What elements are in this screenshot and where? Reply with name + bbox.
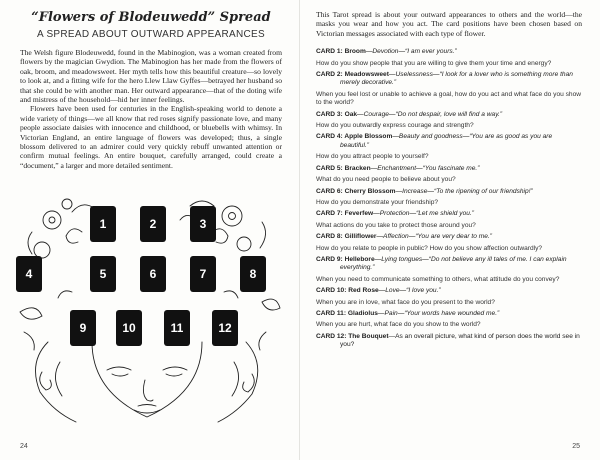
card-question: How do you demonstrate your friendship? <box>316 198 439 206</box>
spread-card-4: 4 <box>16 256 42 292</box>
card-definition <box>316 256 582 273</box>
card-definition <box>316 111 582 119</box>
page-number-right: 25 <box>572 443 580 450</box>
card-question: How do you show people that you are willing to give them your time and energy? <box>316 59 552 67</box>
card-quote: “You fascinate me.” <box>422 164 480 172</box>
card-quote: “I look for a lover who is something more than merely decorative.” <box>340 71 573 87</box>
spread-card-10: 10 <box>116 310 142 346</box>
card-entry <box>316 133 582 161</box>
card-quote: “You are as good as you are beautiful.” <box>340 133 553 149</box>
page-gutter <box>299 0 300 460</box>
card-meaning: —Beauty and goodness— <box>392 133 470 141</box>
card-meaning: —Enchantment— <box>370 164 423 172</box>
card-definition <box>316 165 582 173</box>
card-quote: “I love you.” <box>406 287 441 295</box>
spread-card-12: 12 <box>212 310 238 346</box>
spread-card-7: 7 <box>190 256 216 292</box>
card-quote: “Do not despair, love will find a way.” <box>395 110 503 118</box>
card-meaning: —Lying tongues— <box>374 255 429 263</box>
intro-paragraph-2: Flowers have been used for centuries in the English-speaking world to denote a wide variety of things—we all know that red roses signify passionate love, and many people associate daisies with innocence and childhood, or bluebells with whimsy. In Victorian England, an entire language of flowers was developed; thus, a single blossom delivered to an admirer could very quickly rebuff unwanted attention or confirm mutual feelings. An entire bouquet, carefully arranged, could create a “document,” a larger and more detailed sentiment. <box>20 104 282 170</box>
card-definition <box>316 210 582 218</box>
spread-card-3: 3 <box>190 206 216 242</box>
card-meaning: —Uselessness— <box>388 71 440 79</box>
card-question: How do you attract people to yourself? <box>316 153 429 161</box>
card-quote: “You are very dear to me.” <box>415 233 492 241</box>
card-definition <box>316 188 582 196</box>
card-label: CARD 4: Apple Blossom <box>316 133 393 141</box>
card-question: What do you need people to believe about you? <box>316 176 456 184</box>
card-meaning: —Courage— <box>357 110 396 118</box>
card-entry <box>316 233 582 253</box>
card-label: CARD 10: Red Rose <box>316 287 379 295</box>
card-label: CARD 6: Cherry Blossom <box>316 187 396 195</box>
card-quote: “To the ripening of our friendship!” <box>434 187 533 195</box>
card-question: How do you relate to people in public? How do you show affection outwardly? <box>316 244 543 252</box>
card-entry <box>316 71 582 108</box>
spread-card-9: 9 <box>70 310 96 346</box>
spread-title: “Flowers of Blodeuwedd” Spread <box>31 10 271 25</box>
card-definition <box>316 48 582 56</box>
spread-card-11: 11 <box>164 310 190 346</box>
card-definition <box>316 133 582 150</box>
card-entry <box>316 165 582 185</box>
card-definition <box>316 71 582 88</box>
card-quote: “Do not believe any ill tales of me. I can explain everything.” <box>340 255 567 272</box>
card-definition <box>316 287 582 295</box>
card-meaning: —Pain— <box>377 309 405 317</box>
card-question: When you are hurt, what face do you show to the world? <box>316 321 481 329</box>
spread-card-8: 8 <box>240 256 266 292</box>
intro-paragraph-1: The Welsh figure Blodeuwedd, found in the Mabinogion, was a woman created from flowers by the magician Gwydion. The Mabinogion has her made from the flowers of oak, broom, and meadowsweet. Her myth tells how this beautiful creature—so lovely to look at, and a fitting wife for the hero Llew Llaw Gyffes—betrayed her husband so that she could be with another man. Her outward appearance—that of the doting wife and mistress of the household—hid her inner feelings. <box>20 48 282 105</box>
card-quote: “Let me shield you.” <box>416 210 474 218</box>
left-page <box>20 10 282 170</box>
card-meaning: —Affection— <box>376 233 416 241</box>
card-meaning: —Devotion— <box>365 48 406 56</box>
card-definition: CARD 12: The Bouquet—As an overall picture, what kind of person does the world see in you? <box>316 332 580 349</box>
card-label: CARD 5: Bracken <box>316 164 371 172</box>
card-quote: As an overall picture, what kind of person does the world see in you? <box>340 332 580 349</box>
card-entry <box>316 287 582 307</box>
spread-card-6: 6 <box>140 256 166 292</box>
card-meaning: —Love— <box>378 287 407 295</box>
card-entry <box>316 48 582 68</box>
spread-card-1: 1 <box>90 206 116 242</box>
blodeuwedd-illustration <box>12 192 282 432</box>
card-entry <box>316 310 582 330</box>
card-question: What actions do you take to protect those around you? <box>316 221 476 229</box>
card-entry <box>316 333 582 350</box>
card-entry <box>316 210 582 230</box>
card-meaning: —Increase— <box>395 187 434 195</box>
card-label: CARD 8: Gilliflower <box>316 233 377 241</box>
right-page <box>316 10 582 352</box>
card-label: CARD 7: Feverfew <box>316 210 374 218</box>
card-label: CARD 11: Gladiolus <box>316 309 378 317</box>
card-label: CARD 3: Oak <box>316 110 358 118</box>
card-label: CARD 1: Broom <box>316 48 366 56</box>
right-intro: This Tarot spread is about your outward appearances to others and the world—the masks you wear and how you act. The card positions have been chosen based on Victorian messages associated with each type of flower. <box>316 10 582 38</box>
spread-subtitle: A SPREAD ABOUT OUTWARD APPEARANCES <box>36 29 266 40</box>
card-label: CARD 9: Hellebore <box>316 255 375 263</box>
card-label: CARD 12: The Bouquet <box>316 332 389 340</box>
page-number-left: 24 <box>20 443 28 450</box>
card-entry <box>316 188 582 208</box>
card-quote: “Your words have wounded me.” <box>404 309 500 317</box>
card-entry <box>316 111 582 131</box>
spread-card-2: 2 <box>140 206 166 242</box>
card-definition <box>316 310 582 318</box>
card-definition <box>316 233 582 241</box>
spread-card-5: 5 <box>90 256 116 292</box>
card-quote: “I am ever yours.” <box>405 48 457 56</box>
card-question: When you are in love, what face do you present to the world? <box>316 298 495 306</box>
card-entries-list <box>316 48 582 349</box>
card-label: CARD 2: Meadowsweet <box>316 71 389 79</box>
card-question: When you feel lost or unable to achieve a goal, how do you act and what face do you show to the world? <box>316 90 582 107</box>
card-meaning: —Protection— <box>373 210 417 218</box>
card-question: When you need to communicate something to others, what attitude do you convey? <box>316 275 560 283</box>
card-entry <box>316 256 582 284</box>
card-question: How do you outwardly express courage and strength? <box>316 122 474 130</box>
